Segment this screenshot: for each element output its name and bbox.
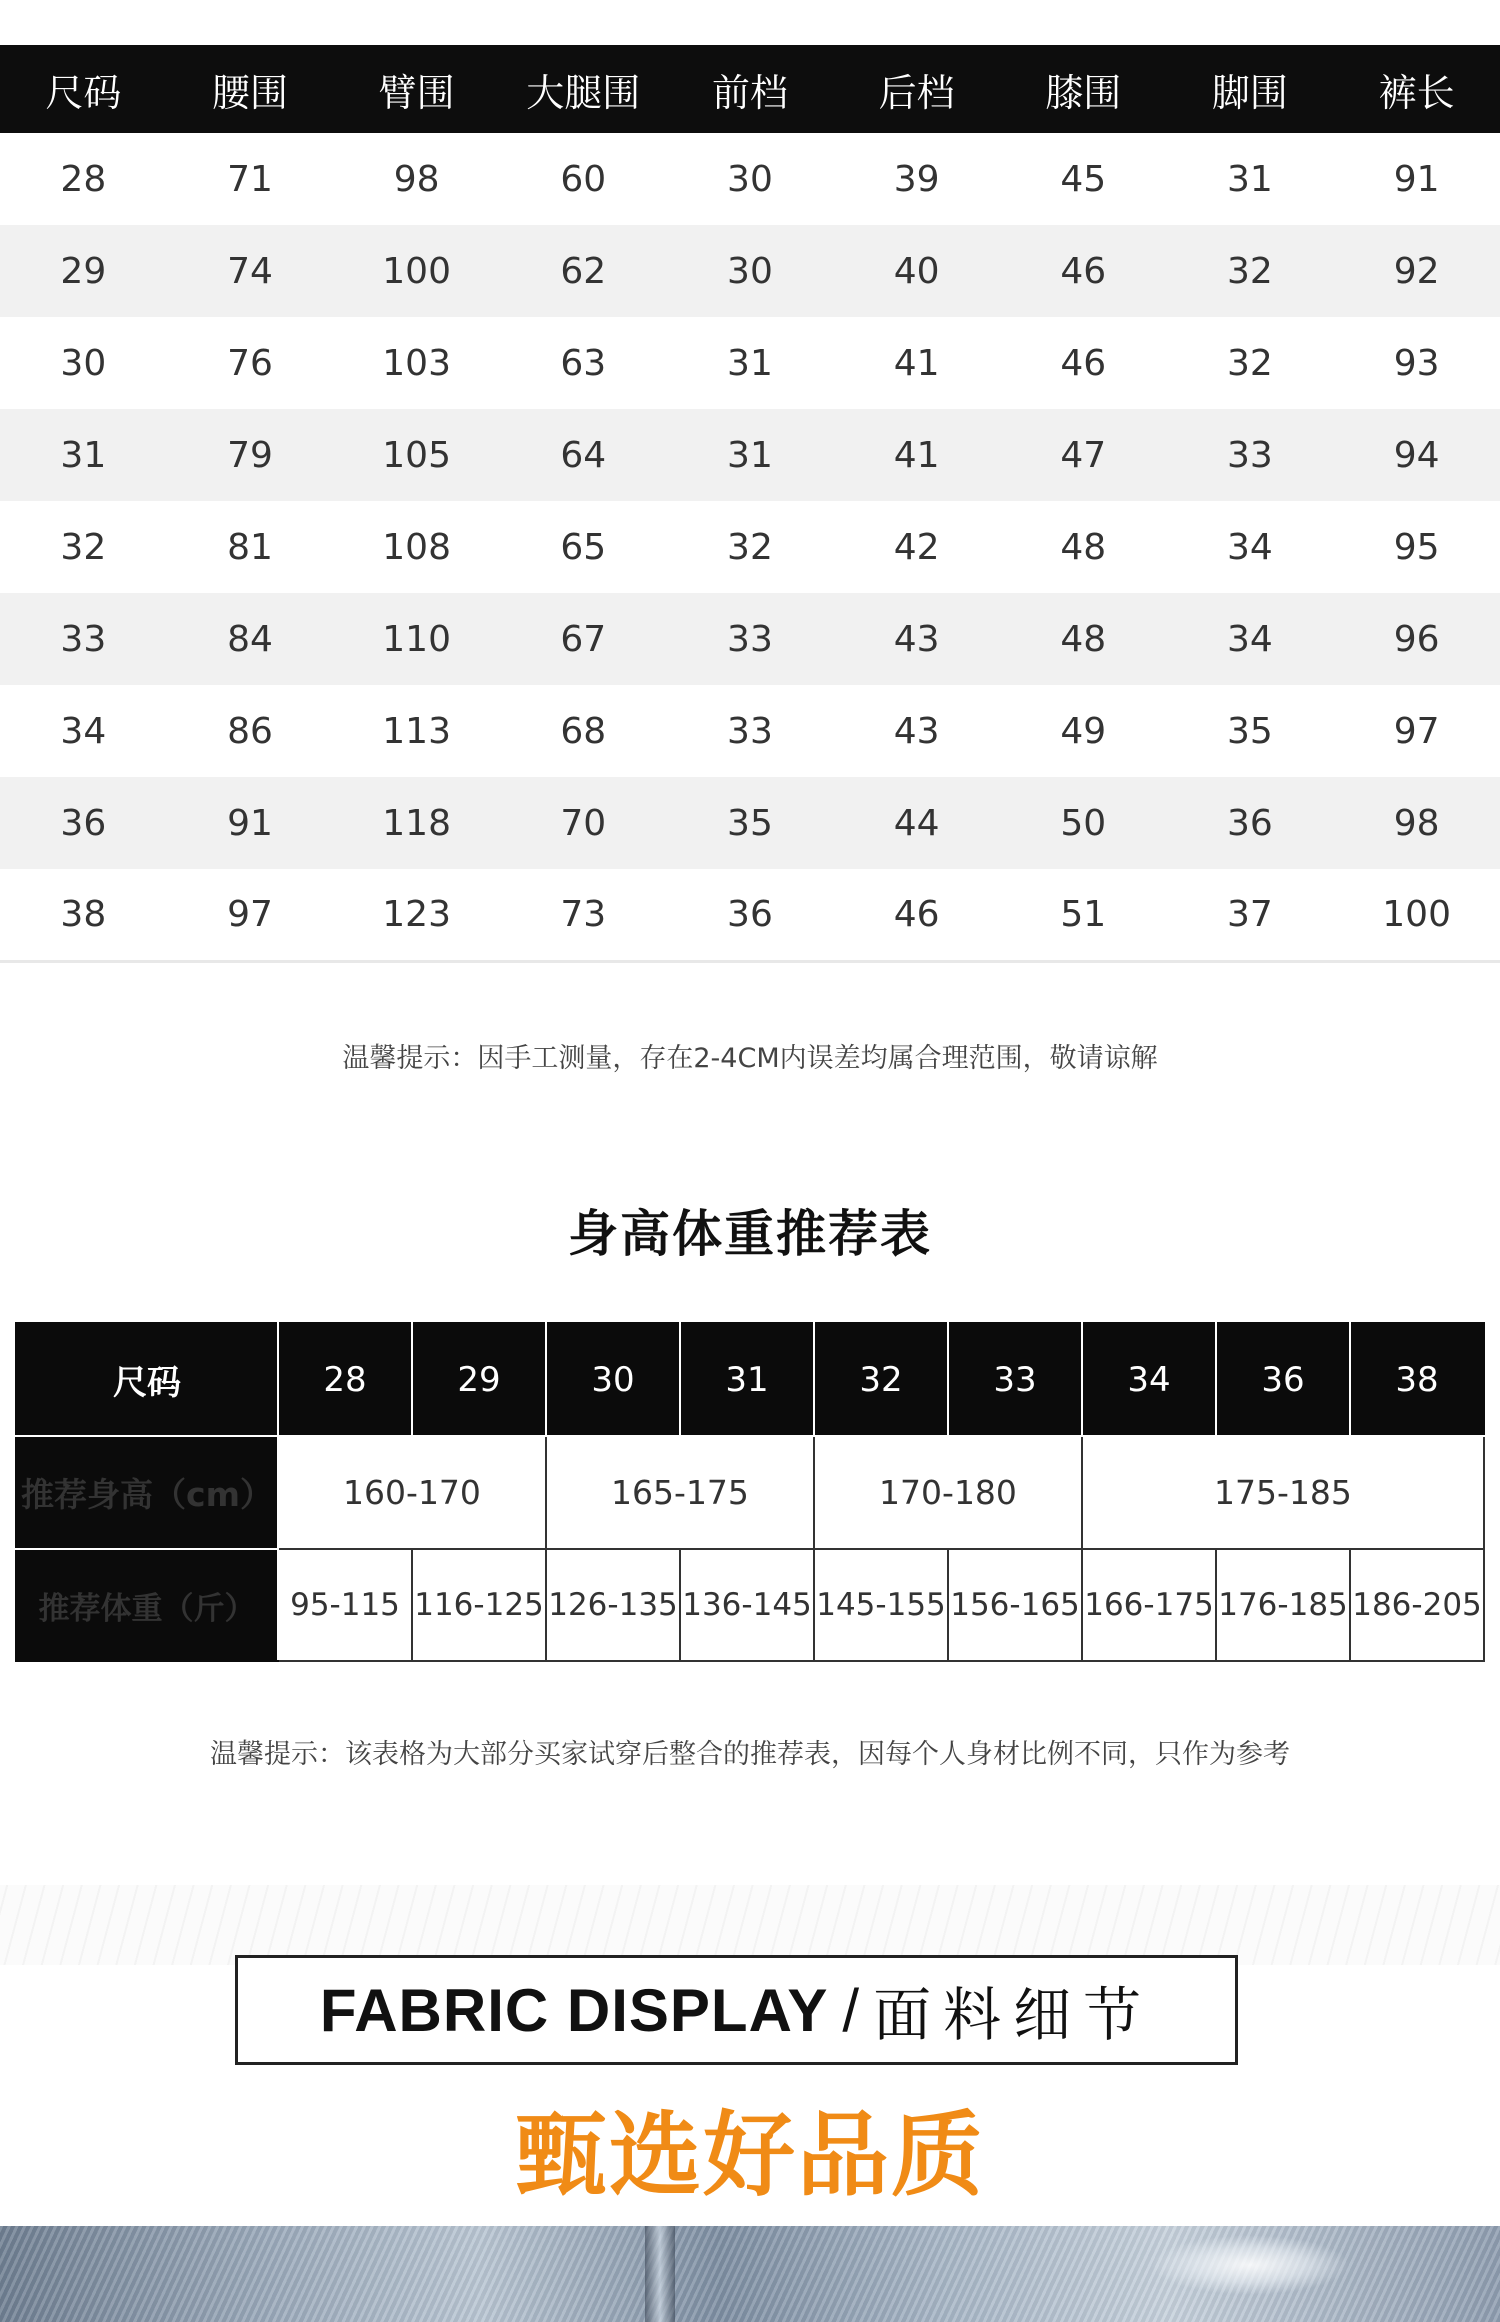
reco-size-cell: 34 bbox=[1082, 1323, 1216, 1436]
cell-back-rise: 41 bbox=[833, 317, 1000, 409]
header-hip: 臂围 bbox=[333, 45, 500, 133]
header-knee: 膝围 bbox=[1000, 45, 1167, 133]
reco-weight-row bbox=[16, 1549, 1484, 1661]
cell-hip: 108 bbox=[333, 501, 500, 593]
table-row bbox=[0, 501, 1500, 593]
cell-knee: 48 bbox=[1000, 593, 1167, 685]
cell-length: 92 bbox=[1333, 225, 1500, 317]
cell-waist: 74 bbox=[167, 225, 334, 317]
fabric-title-cn: 面料细节 bbox=[873, 1981, 1154, 2049]
reco-weight-cell: 116-125 bbox=[412, 1549, 546, 1661]
cell-length: 91 bbox=[1333, 133, 1500, 225]
fabric-title-en: FABRIC DISPLAY bbox=[319, 1976, 829, 2044]
reco-height-cell: 175-185 bbox=[1082, 1436, 1484, 1549]
cell-thigh: 73 bbox=[500, 869, 667, 961]
cell-back-rise: 41 bbox=[833, 409, 1000, 501]
header-thigh: 大腿围 bbox=[500, 45, 667, 133]
cell-front-rise: 31 bbox=[667, 409, 834, 501]
denim-seam bbox=[645, 2226, 675, 2322]
cell-back-rise: 46 bbox=[833, 869, 1000, 961]
table-row bbox=[0, 225, 1500, 317]
header-front-rise: 前档 bbox=[667, 45, 834, 133]
table-row bbox=[0, 869, 1500, 961]
cell-leg-opening: 32 bbox=[1167, 317, 1334, 409]
cell-knee: 48 bbox=[1000, 501, 1167, 593]
measurement-note: 温馨提示：因手工测量，存在2-4CM内误差均属合理范围，敬请谅解 bbox=[342, 1043, 1158, 1074]
cell-knee: 49 bbox=[1000, 685, 1167, 777]
cell-back-rise: 40 bbox=[833, 225, 1000, 317]
table-row bbox=[0, 685, 1500, 777]
cell-length: 100 bbox=[1333, 869, 1500, 961]
cell-front-rise: 33 bbox=[667, 685, 834, 777]
cell-size: 34 bbox=[0, 685, 167, 777]
cell-back-rise: 43 bbox=[833, 685, 1000, 777]
reco-table bbox=[15, 1322, 1485, 1662]
fabric-display-banner bbox=[235, 1955, 1238, 2065]
reco-title: 身高体重推荐表 bbox=[568, 1205, 932, 1263]
recommendation-note: 温馨提示：该表格为大部分买家试穿后整合的推荐表，因每个人身材比例不同，只作为参考 bbox=[210, 1739, 1290, 1770]
reco-height-cell: 160-170 bbox=[278, 1436, 546, 1549]
reco-size-cell: 30 bbox=[546, 1323, 680, 1436]
cell-leg-opening: 37 bbox=[1167, 869, 1334, 961]
cell-leg-opening: 34 bbox=[1167, 593, 1334, 685]
cell-waist: 97 bbox=[167, 869, 334, 961]
cell-size: 28 bbox=[0, 133, 167, 225]
cell-length: 95 bbox=[1333, 501, 1500, 593]
cell-hip: 113 bbox=[333, 685, 500, 777]
cell-leg-opening: 35 bbox=[1167, 685, 1334, 777]
cell-front-rise: 33 bbox=[667, 593, 834, 685]
cell-size: 36 bbox=[0, 777, 167, 869]
cell-knee: 46 bbox=[1000, 225, 1167, 317]
reco-weight-cell: 156-165 bbox=[948, 1549, 1082, 1661]
cell-leg-opening: 32 bbox=[1167, 225, 1334, 317]
cell-knee: 46 bbox=[1000, 317, 1167, 409]
reco-weight-label: 推荐体重（斤） bbox=[16, 1549, 278, 1661]
cell-front-rise: 30 bbox=[667, 225, 834, 317]
cell-hip: 98 bbox=[333, 133, 500, 225]
reco-weight-cell: 176-185 bbox=[1216, 1549, 1350, 1661]
cell-back-rise: 42 bbox=[833, 501, 1000, 593]
cell-hip: 105 bbox=[333, 409, 500, 501]
cell-length: 93 bbox=[1333, 317, 1500, 409]
cell-leg-opening: 33 bbox=[1167, 409, 1334, 501]
cell-knee: 45 bbox=[1000, 133, 1167, 225]
cell-hip: 103 bbox=[333, 317, 500, 409]
reco-weight-cell: 126-135 bbox=[546, 1549, 680, 1661]
cell-back-rise: 43 bbox=[833, 593, 1000, 685]
size-table-header bbox=[0, 45, 1500, 133]
cell-front-rise: 32 bbox=[667, 501, 834, 593]
header-length: 裤长 bbox=[1333, 45, 1500, 133]
quality-headline: 甄选好品质 bbox=[514, 2102, 985, 2209]
cell-thigh: 60 bbox=[500, 133, 667, 225]
reco-weight-cell: 136-145 bbox=[680, 1549, 814, 1661]
cell-leg-opening: 36 bbox=[1167, 777, 1334, 869]
size-table-body bbox=[0, 133, 1500, 961]
denim-distress-patch bbox=[1150, 2235, 1350, 2295]
cell-waist: 71 bbox=[167, 133, 334, 225]
cell-thigh: 62 bbox=[500, 225, 667, 317]
cell-front-rise: 36 bbox=[667, 869, 834, 961]
cell-thigh: 70 bbox=[500, 777, 667, 869]
reco-size-cell: 31 bbox=[680, 1323, 814, 1436]
cell-size: 31 bbox=[0, 409, 167, 501]
cell-size: 32 bbox=[0, 501, 167, 593]
reco-height-row bbox=[16, 1436, 1484, 1549]
cell-leg-opening: 34 bbox=[1167, 501, 1334, 593]
reco-size-cell: 32 bbox=[814, 1323, 948, 1436]
header-waist: 腰围 bbox=[167, 45, 334, 133]
cell-length: 96 bbox=[1333, 593, 1500, 685]
table-row bbox=[0, 317, 1500, 409]
cell-front-rise: 35 bbox=[667, 777, 834, 869]
cell-hip: 118 bbox=[333, 777, 500, 869]
reco-height-cell: 170-180 bbox=[814, 1436, 1082, 1549]
reco-weight-cell: 95-115 bbox=[278, 1549, 412, 1661]
header-size: 尺码 bbox=[0, 45, 167, 133]
cell-back-rise: 44 bbox=[833, 777, 1000, 869]
table-row bbox=[0, 409, 1500, 501]
cell-front-rise: 31 bbox=[667, 317, 834, 409]
reco-weight-cell: 166-175 bbox=[1082, 1549, 1216, 1661]
reco-size-cell: 38 bbox=[1350, 1323, 1484, 1436]
table-row bbox=[0, 593, 1500, 685]
cell-thigh: 63 bbox=[500, 317, 667, 409]
cell-thigh: 65 bbox=[500, 501, 667, 593]
fabric-texture-band bbox=[0, 1885, 1500, 1965]
cell-thigh: 67 bbox=[500, 593, 667, 685]
cell-length: 97 bbox=[1333, 685, 1500, 777]
cell-waist: 91 bbox=[167, 777, 334, 869]
table-row bbox=[0, 133, 1500, 225]
cell-waist: 86 bbox=[167, 685, 334, 777]
cell-size: 29 bbox=[0, 225, 167, 317]
cell-front-rise: 30 bbox=[667, 133, 834, 225]
reco-weight-cell: 145-155 bbox=[814, 1549, 948, 1661]
reco-size-label: 尺码 bbox=[16, 1323, 278, 1436]
fabric-title-separator: / bbox=[842, 1976, 860, 2044]
cell-size: 33 bbox=[0, 593, 167, 685]
header-leg-opening: 脚围 bbox=[1167, 45, 1334, 133]
cell-knee: 51 bbox=[1000, 869, 1167, 961]
cell-length: 94 bbox=[1333, 409, 1500, 501]
size-table bbox=[0, 45, 1500, 963]
reco-weight-cell: 186-205 bbox=[1350, 1549, 1484, 1661]
reco-height-label: 推荐身高（cm） bbox=[16, 1436, 278, 1549]
cell-knee: 50 bbox=[1000, 777, 1167, 869]
cell-waist: 79 bbox=[167, 409, 334, 501]
cell-waist: 81 bbox=[167, 501, 334, 593]
cell-size: 38 bbox=[0, 869, 167, 961]
table-row bbox=[0, 777, 1500, 869]
reco-size-row bbox=[16, 1323, 1484, 1436]
reco-height-cell: 165-175 bbox=[546, 1436, 814, 1549]
reco-size-cell: 36 bbox=[1216, 1323, 1350, 1436]
cell-hip: 100 bbox=[333, 225, 500, 317]
header-back-rise: 后档 bbox=[833, 45, 1000, 133]
reco-size-cell: 29 bbox=[412, 1323, 546, 1436]
cell-length: 98 bbox=[1333, 777, 1500, 869]
cell-hip: 123 bbox=[333, 869, 500, 961]
cell-waist: 84 bbox=[167, 593, 334, 685]
reco-size-cell: 33 bbox=[948, 1323, 1082, 1436]
cell-back-rise: 39 bbox=[833, 133, 1000, 225]
cell-leg-opening: 31 bbox=[1167, 133, 1334, 225]
cell-knee: 47 bbox=[1000, 409, 1167, 501]
cell-size: 30 bbox=[0, 317, 167, 409]
cell-hip: 110 bbox=[333, 593, 500, 685]
cell-thigh: 68 bbox=[500, 685, 667, 777]
reco-size-cell: 28 bbox=[278, 1323, 412, 1436]
cell-waist: 76 bbox=[167, 317, 334, 409]
cell-thigh: 64 bbox=[500, 409, 667, 501]
